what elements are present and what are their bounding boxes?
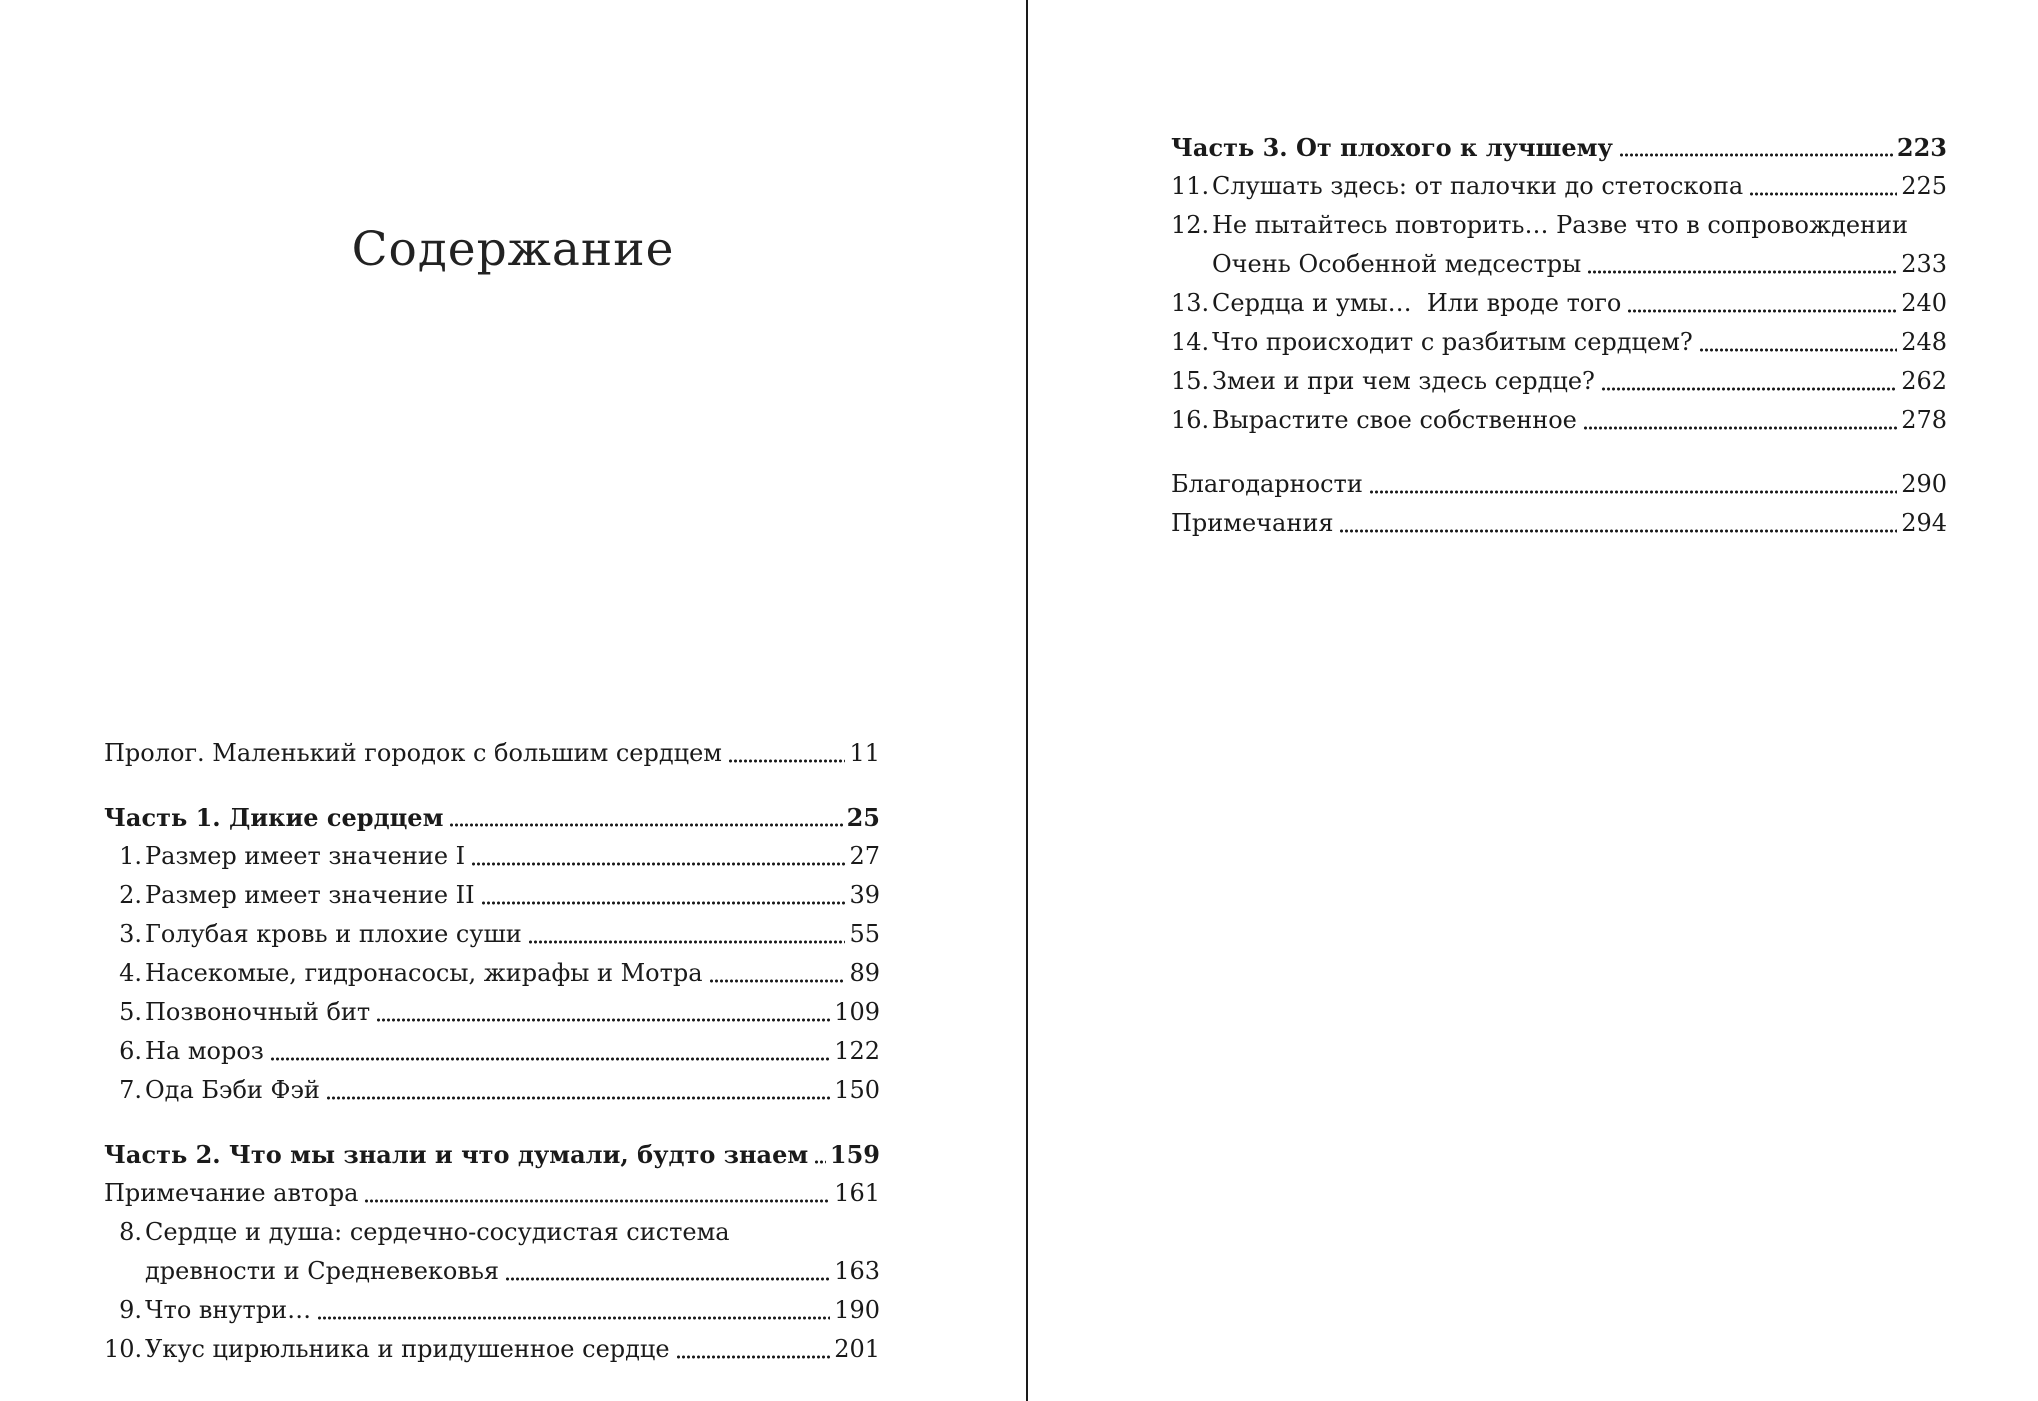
toc-entry-number: 4. [119,959,142,987]
toc-entry-title: Благодарности [1171,470,1363,498]
toc-entry-title: Что внутри… [145,1296,312,1324]
toc-leader-dots [814,1160,826,1164]
toc-entry-page: 262 [1901,367,1947,395]
toc-leader-dots [1601,387,1897,391]
toc-entry-chapter-14[interactable] [1171,323,1947,362]
toc-entry-number: 15. [1171,367,1210,395]
toc-entry-page: 240 [1901,289,1947,317]
toc-entry-number: 7. [119,1076,142,1104]
toc-entry-chapter-4[interactable] [104,954,880,993]
toc-entry-title: Что происходит с разбитым сердцем? [1212,328,1693,356]
toc-leader-dots [728,759,846,763]
toc-leader-dots [1749,192,1897,196]
toc-right-page [1171,128,1947,543]
toc-entry-page: 27 [849,842,880,870]
toc-entry-title: Очень Особенной медсестры [1212,250,1582,278]
toc-entry-title: Размер имеет значение II [145,881,475,909]
toc-entry-page: 294 [1901,509,1947,537]
toc-entry-page: 55 [849,920,880,948]
toc-entry-prologue[interactable] [104,734,880,773]
toc-leader-dots [317,1316,830,1320]
toc-entry-page: 190 [834,1296,880,1324]
toc-leader-dots [1583,426,1897,430]
toc-leader-dots [471,862,845,866]
toc-entry-title: Позвоночный бит [145,998,371,1026]
toc-left-page [104,734,880,1369]
toc-leader-dots [449,823,842,827]
toc-leader-dots [481,901,846,905]
toc-entry-chapter-8-line2[interactable] [104,1252,880,1291]
toc-entry-chapter-1[interactable] [104,837,880,876]
toc-entry-page: 39 [849,881,880,909]
toc-leader-dots [376,1018,830,1022]
toc-entry-chapter-7[interactable] [104,1071,880,1110]
toc-entry-title: Вырастите свое собственное [1212,406,1577,434]
toc-entry-title: Слушать здесь: от палочки до стетоскопа [1212,172,1744,200]
toc-entry-chapter-16[interactable] [1171,401,1947,440]
toc-entry-part-2[interactable] [104,1135,880,1174]
toc-entry-title: Часть 3. От плохого к лучшему [1171,133,1613,162]
page-title: Содержание [351,222,675,277]
toc-entry-page: 248 [1901,328,1947,356]
toc-entry-number: 6. [119,1037,142,1065]
toc-leader-dots [270,1057,830,1061]
toc-entry-page: 161 [834,1179,880,1207]
toc-entry-page: 225 [1901,172,1947,200]
toc-leader-dots [1619,153,1893,157]
toc-entry-title: Змеи и при чем здесь сердце? [1212,367,1595,395]
toc-entry-acknowledgements[interactable] [1171,465,1947,504]
toc-entry-number: 8. [119,1218,142,1246]
toc-entry-chapter-12-line2[interactable] [1171,245,1947,284]
toc-entry-title: Сердца и умы… Или вроде того [1212,289,1622,317]
toc-entry-number: 14. [1171,328,1210,356]
toc-entry-title: Размер имеет значение I [145,842,466,870]
toc-entry-title: Укус цирюльника и придушенное сердце [145,1335,670,1363]
toc-entry-page: 122 [834,1037,880,1065]
toc-entry-number: 2. [119,881,142,909]
toc-entry-chapter-3[interactable] [104,915,880,954]
toc-entry-page: 89 [849,959,880,987]
toc-entry-title: Часть 1. Дикие сердцем [104,803,444,832]
toc-entry-title: Пролог. Маленький городок с большим сердцем [104,739,722,767]
toc-leader-dots [1699,348,1897,352]
toc-entry-number: 1. [119,842,142,870]
toc-entry-chapter-2[interactable] [104,876,880,915]
toc-leader-dots [1339,529,1897,533]
toc-entry-title: Часть 2. Что мы знали и что думали, будто знаем [104,1140,809,1169]
toc-entry-notes[interactable] [1171,504,1947,543]
toc-entry-page: 278 [1901,406,1947,434]
toc-entry-page: 150 [834,1076,880,1104]
toc-entry-page: 233 [1901,250,1947,278]
toc-entry-number: 12. [1171,211,1210,239]
toc-leader-dots [528,940,846,944]
toc-entry-page: 290 [1901,470,1947,498]
toc-entry-title: древности и Средневековья [145,1257,500,1285]
toc-leader-dots [505,1277,830,1281]
toc-entry-page: 201 [834,1335,880,1363]
toc-entry-chapter-9[interactable] [104,1291,880,1330]
toc-entry-number: 11. [1171,172,1210,200]
toc-entry-page: 163 [834,1257,880,1285]
toc-entry-number: 3. [119,920,142,948]
toc-leader-dots [364,1199,830,1203]
toc-entry-number: 13. [1171,289,1210,317]
toc-entry-page: 109 [834,998,880,1026]
toc-leader-dots [1369,490,1897,494]
toc-entry-title: Не пытайтесь повторить… Разве что в сопровождении [1212,211,1909,239]
toc-entry-chapter-8-line1[interactable] [104,1213,880,1252]
toc-entry-chapter-5[interactable] [104,993,880,1032]
toc-entry-part-1[interactable] [104,798,880,837]
toc-entry-title: Примечание автора [104,1179,359,1207]
toc-entry-page: 25 [846,803,880,832]
toc-entry-title: Сердце и душа: сердечно-сосудистая система [145,1218,730,1246]
toc-entry-author-note[interactable] [104,1174,880,1213]
toc-entry-title: Насекомые, гидронасосы, жирафы и Мотра [145,959,703,987]
toc-entry-page: 159 [829,1140,880,1169]
toc-entry-title: На мороз [145,1037,264,1065]
toc-entry-part-3[interactable] [1171,128,1947,167]
toc-entry-number: 16. [1171,406,1210,434]
toc-entry-number: 10. [104,1335,143,1363]
toc-entry-number: 9. [119,1296,142,1324]
toc-entry-chapter-12-line1[interactable] [1171,206,1947,245]
toc-entry-page: 11 [849,739,880,767]
spread-divider [1026,0,1028,1401]
toc-entry-chapter-13[interactable] [1171,284,1947,323]
toc-entry-chapter-11[interactable] [1171,167,1947,206]
toc-leader-dots [326,1096,830,1100]
toc-leader-dots [676,1355,831,1359]
toc-entry-title: Примечания [1171,509,1334,537]
toc-entry-chapter-6[interactable] [104,1032,880,1071]
toc-entry-chapter-15[interactable] [1171,362,1947,401]
toc-entry-title: Голубая кровь и плохие суши [145,920,522,948]
toc-entry-page: 223 [1896,133,1947,162]
toc-entry-chapter-10[interactable] [104,1330,880,1369]
toc-leader-dots [709,979,846,983]
toc-leader-dots [1587,270,1897,274]
toc-entry-title: Ода Бэби Фэй [145,1076,320,1104]
toc-leader-dots [1627,309,1897,313]
toc-entry-number: 5. [119,998,142,1026]
